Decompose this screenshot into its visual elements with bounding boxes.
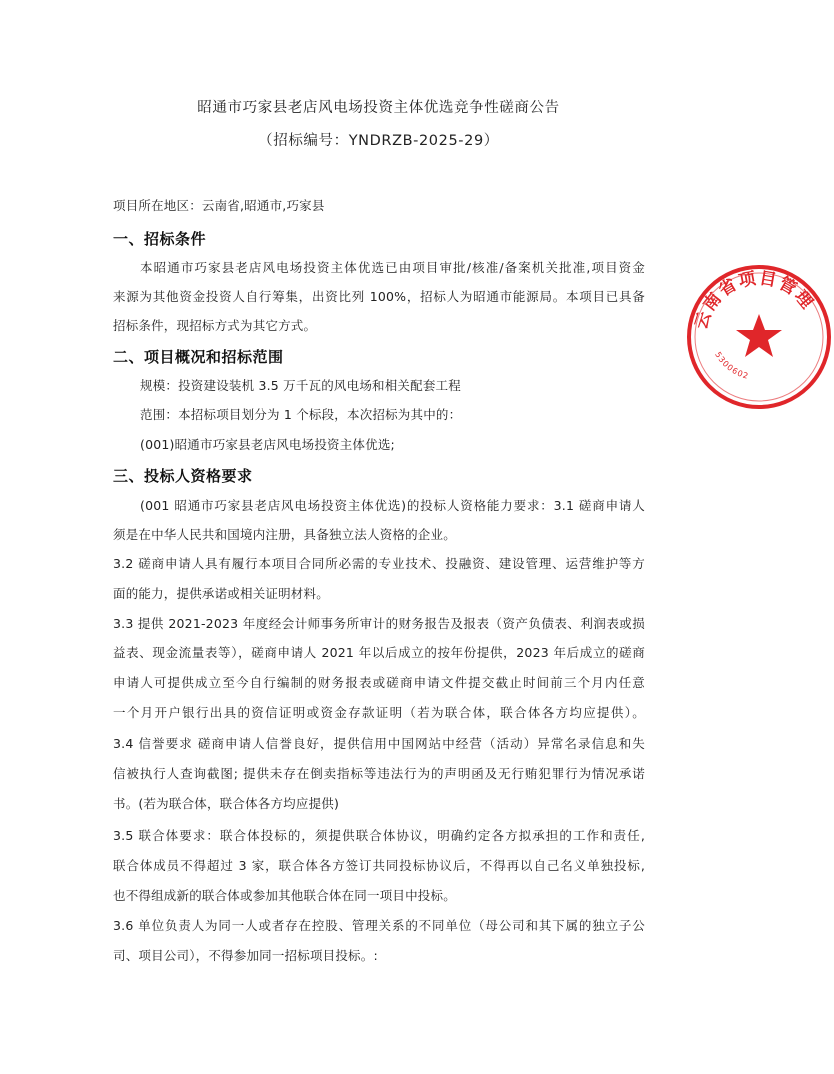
scope-line: 范围：本招标项目划分为 1 个标段，本次招标为其中的： [140,407,462,422]
paragraph-line: 书。(若为联合体，联合体各方均应提供) [113,796,340,811]
paragraph-line: 信被执行人查询截图; 提供未存在倒卖指标等违法行为的声明函及无行贿犯罪行为情况承诺 [113,766,645,781]
paragraph-line: 益表、现金流量表等），磋商申请人 2021 年以后成立的按年份提供，2023 年后成立的磋商 [113,645,645,660]
seal-text: 云南省项目管理 [691,268,818,332]
paragraph-line: 3.2 磋商申请人具有履行本项目合同所必需的专业技术、投融资、建设管理、运营维护等方 [113,556,645,571]
paragraph-line: 司、项目公司），不得参加同一招标项目投标。: [113,948,378,963]
section-heading-3: 三、投标人资格要求 [113,467,253,485]
paragraph-line: 申请人可提供成立至今自行编制的财务报表或磋商申请文件提交截止时间前三个月内任意 [113,675,645,690]
official-seal [684,262,834,412]
paragraph-line: 须是在中华人民共和国境内注册，具备独立法人资格的企业。 [113,527,456,542]
document-title: 昭通市巧家县老店风电场投资主体优选竞争性磋商公告 [197,100,560,116]
paragraph-line: (001 昭通市巧家县老店风电场投资主体优选)的投标人资格能力要求：3.1 磋商申请人 [140,498,645,513]
paragraph-line: 3.4 信誉要求 磋商申请人信誉良好，提供信用中国网站中经营（活动）异常名录信息和失 [113,736,645,751]
paragraph-line: 联合体成员不得超过 3 家，联合体各方签订共同投标协议后，不得再以自己名义单独投标, [113,858,645,873]
project-location: 项目所在地区：云南省,昭通市,巧家县 [113,198,325,213]
paragraph-line: 来源为其他资金投资人自行筹集，出资比列 100%，招标人为昭通市能源局。本项目已具备 [113,289,645,304]
section-heading-1: 一、招标条件 [113,230,207,248]
paragraph-line: 面的能力，提供承诺或相关证明材料。 [113,586,329,601]
scale-line: 规模：投资建设装机 3.5 万千瓦的风电场和相关配套工程 [140,378,461,393]
paragraph-line: 本昭通市巧家县老店风电场投资主体优选已由项目审批/核准/备案机关批准,项目资金 [140,260,645,275]
paragraph-line: 一个月开户银行出具的资信证明或资金存款证明（若为联合体，联合体各方均应提供）。 [113,705,645,720]
seal-star [736,314,782,357]
tender-number: （招标编号：YNDRZB-2025-29） [258,133,499,149]
paragraph-line: 也不得组成新的联合体或参加其他联合体在同一项目中投标。 [113,888,456,903]
paragraph-line: 招标条件，现招标方式为其它方式。 [113,318,317,333]
seal-number: 5300602 [713,350,751,382]
paragraph-line: 3.6 单位负责人为同一人或者存在控股、管理关系的不同单位（母公司和其下属的独立子公 [113,918,645,933]
paragraph-line: 3.5 联合体要求：联合体投标的，须提供联合体协议，明确约定各方拟承担的工作和责任, [113,828,645,843]
section-heading-2: 二、项目概况和招标范围 [113,348,284,366]
paragraph-line: 3.3 提供 2021-2023 年度经会计师事务所审计的财务报告及报表（资产负债表、利润表或损 [113,616,645,631]
lot-line: (001)昭通市巧家县老店风电场投资主体优选; [140,437,395,452]
